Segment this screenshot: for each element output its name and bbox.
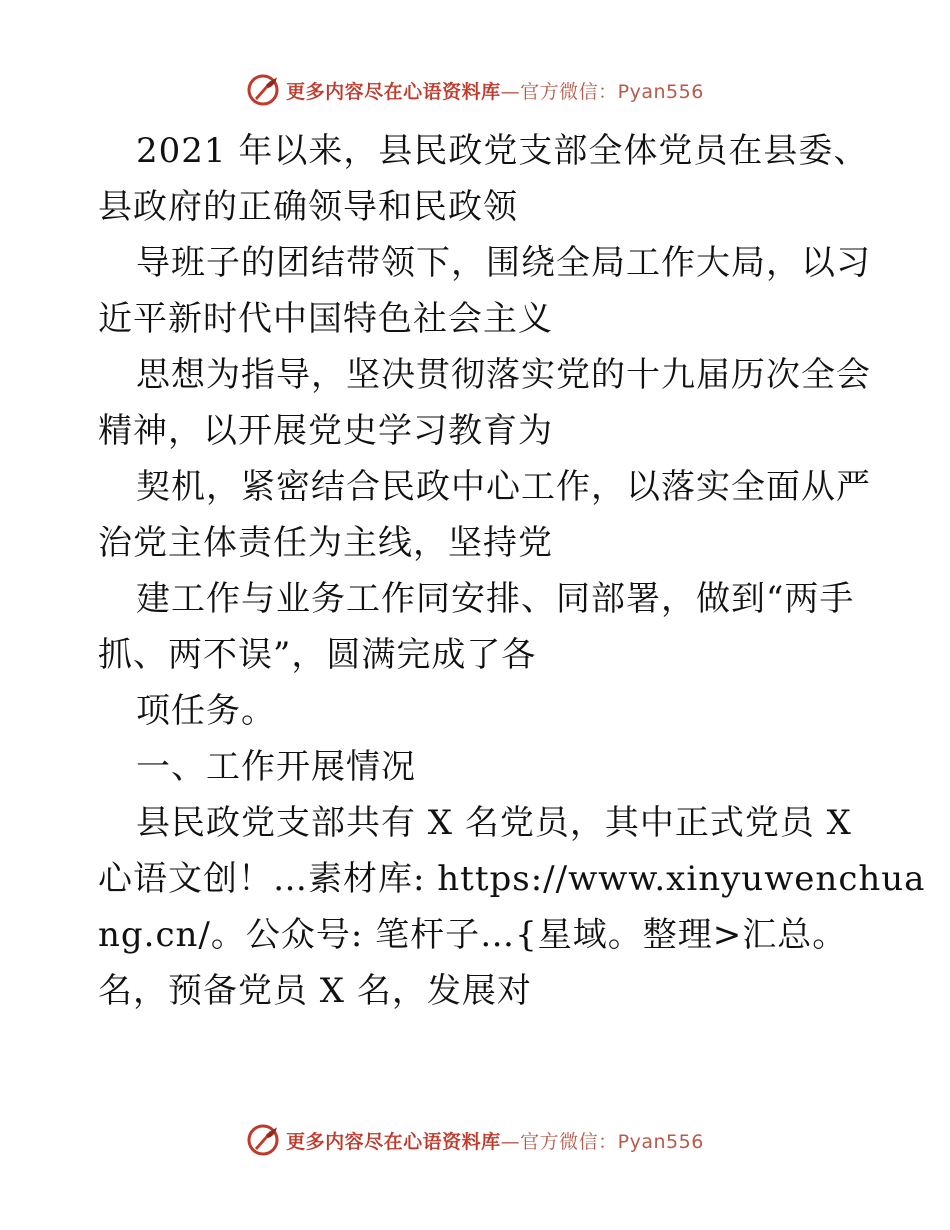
- quill-logo-icon: [246, 1123, 280, 1157]
- body-line: 治党主体责任为主线，坚持党: [98, 523, 553, 563]
- body-line: 县政府的正确领导和民政领: [98, 187, 518, 227]
- section-heading: 一、工作开展情况: [136, 747, 416, 787]
- watermark-text-top: 更多内容尽在心语资料库—官方微信：Pyan556: [286, 80, 704, 103]
- body-line: 契机，紧密结合民政中心工作，以落实全面从严: [136, 467, 871, 507]
- body-line: 建工作与业务工作同安排、同部署，做到“两手: [136, 579, 855, 619]
- body-line: 2021 年以来，县民政党支部全体党员在县委、: [136, 131, 869, 171]
- watermark-banner-top: [0, 70, 950, 110]
- body-line: 心语文创！…素材库: https://www.xinyuwenchua: [98, 859, 926, 899]
- body-line: 项任务。: [136, 691, 276, 731]
- quill-logo-icon: [246, 73, 280, 107]
- body-line: 近平新时代中国特色社会主义: [98, 299, 553, 339]
- body-line: 思想为指导，坚决贯彻落实党的十九届历次全会: [136, 355, 871, 395]
- body-line: 精神，以开展党史学习教育为: [98, 411, 553, 451]
- body-line: 抓、两不误”，圆满完成了各: [98, 635, 537, 675]
- document-body: [98, 123, 926, 1019]
- body-line: 县民政党支部共有 X 名党员，其中正式党员 X: [136, 803, 852, 843]
- body-line: ng.cn/。公众号: 笔杆子…{星域。整理>汇总。: [98, 915, 848, 955]
- watermark-text-bottom: 更多内容尽在心语资料库—官方微信：Pyan556: [286, 1130, 704, 1153]
- watermark-banner-bottom: [0, 1120, 950, 1160]
- body-line: 名，预备党员 X 名，发展对: [98, 971, 532, 1011]
- body-line: 导班子的团结带领下，围绕全局工作大局，以习: [136, 243, 871, 283]
